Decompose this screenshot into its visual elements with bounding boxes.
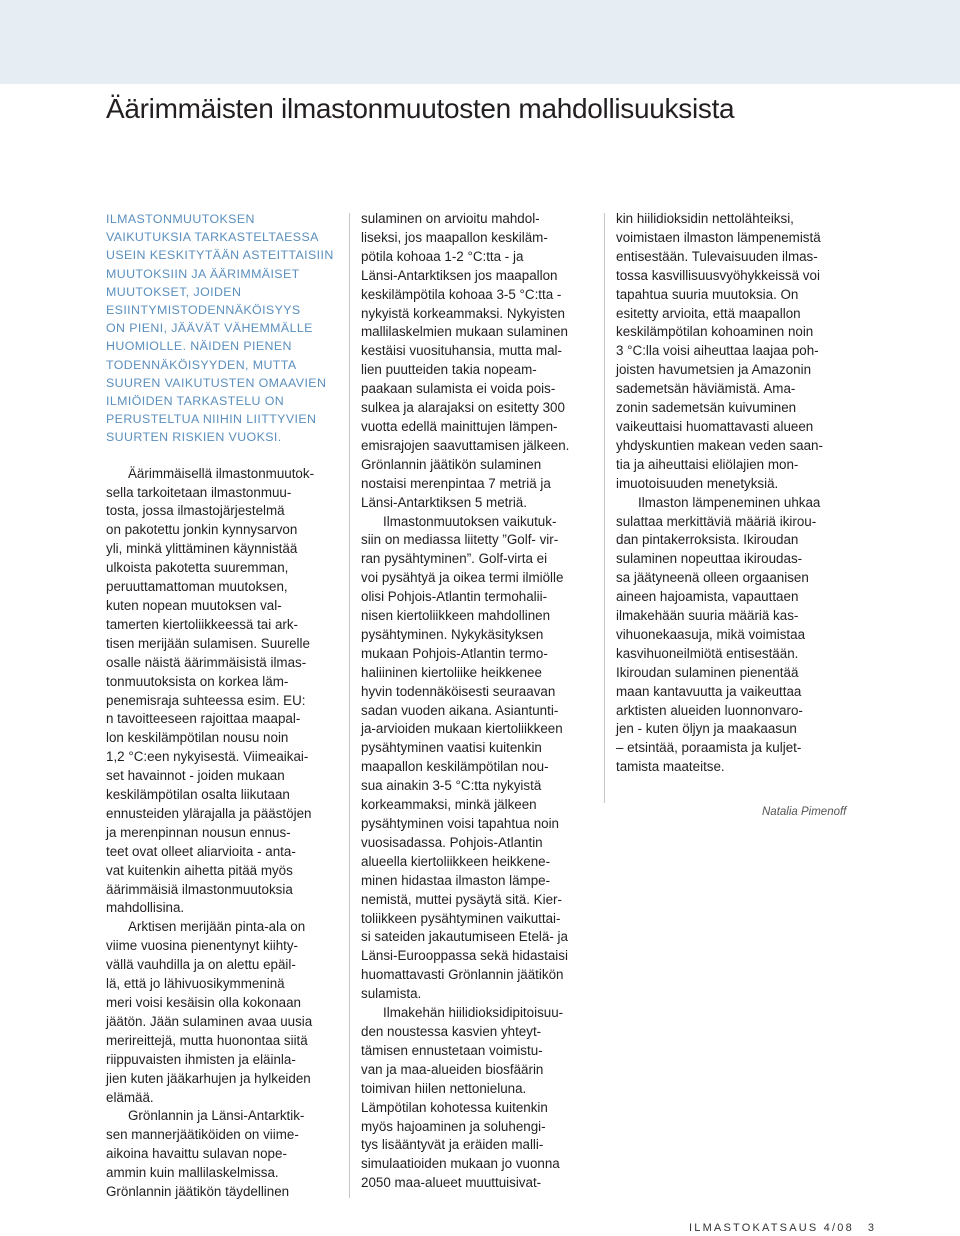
page-footer	[689, 1222, 874, 1234]
article-paragraph: Ilmaston lämpeneminen uhkaa sulattaa merkittäviä määriä ikirou- dan pintakerroksista. Ikiroudan sulaminen nopeuttaa ikiroudas- sa jäätyneenä olleen orgaanisen aineen hajoamista, vapauttaen ilmakehään suuria määriä kas- vihuonekaasuja, mikä voimistaa kasvihuoneilmiötä entisestään. Ikiroudan sulaminen pienentää maan kantavuutta ja vaikeuttaa arktisten alueiden luonnonvaro- jen - kuten öljyn ja maakaasun – etsintää, poraamista ja kuljet- tamista maateitse.	[616, 494, 821, 775]
article-lead: ILMASTONMUUTOKSEN VAIKUTUKSIA TARKASTELTAESSA USEIN KESKITYTÄÄN ASTEITTAISIIN MUUTOKSIIN JA ÄÄRIMMÄISET MUUTOKSET, JOIDEN ESIINTYMISTODENNÄKÖISYYS ON PIENI, JÄÄVÄT VÄHEMMÄLLE HUOMIOLLE. NÄIDEN PIENEN TODENNÄKÖISYYDEN, MUTTA SUUREN VAIKUTUSTEN OMAAVIEN ILMIÖIDEN TARKASTELU ON PERUSTELTUA NIIHIN LIITTYVIEN SUURTEN RISKIEN VUOKSI.	[106, 212, 334, 445]
article-paragraph: Ilmakehän hiilidioksidipitoisuu- den noustessa kasvien yhteyt- tämisen ennustetaan voimistu- van ja maa-alueiden biosfäärin toimivan hiilen nettonieluna. Lämpötilan kohotessa kuitenkin myös hajoaminen ja soluhengi- tys lisääntyvät ja eräiden malli- simulaatioiden mukaan jo vuonna 2050 maa-alueet muuttuisivat-	[361, 1005, 564, 1191]
page-title: Äärimmäisten ilmastonmuutosten mahdollisuuksista	[106, 93, 735, 124]
column-divider	[604, 213, 605, 803]
article-paragraph: Ilmastonmuutoksen vaikutuk- siin on mediassa liitetty ”Golf- vir- ran pysähtyminen”. Golf-virta ei voi pysähtyä ja oikea termi ilmiölle olisi Pohjois-Atlantin termohalii- nisen kiertoliikkeen mahdollinen pysähtyminen. Nykykäsityksen mukaan Pohjois-Atlantin termo- haliininen kiertoliike heikkenee hyvin todennäköisesti seuraavan sadan vuoden aikana. Asiantunti- ja-arvioiden mukaan kiertoliikkeen pysähtyminen vaatisi kuitenkin maapallon keskilämpötilan nou- sua ainakin 3-5 °C:tta nykyistä korkeammaksi, minkä jälkeen pysähtyminen voisi tapahtua noin vuosisadassa. Pohjois-Atlantin alueella kiertoliikkeen heikkene- minen hidastaa ilmaston lämpe- nemistä, muttei pysäytä sitä. Kier- toliikkeen pysähtyminen vaikuttai- si sateiden jakautumiseen Etelä- ja Länsi-Eurooppassa sekä hidastaisi huomattavasti Grönlannin jäätikön sulamista.	[361, 513, 568, 1002]
article-paragraph: Arktisen merijään pinta-ala on viime vuosina pienentynyt kiihty- vällä vauhdilla ja on alettu epäil- lä, että jo lähivuosikymmeninä meri voisi kesäisin olla kokonaan jäätön. Jään sulaminen avaa uusia merireittejä, mutta huonontaa siitä riippuvaisten ihmisten ja eläinla- jien kuten jääkarhujen ja hylkeiden elämää.	[106, 919, 313, 1105]
article-paragraph: sulaminen on arvioitu mahdol- liseksi, jos maapallon keskiläm- pötila kohoaa 1-2 °C:tta - ja Länsi-Antarktiksen jos maapallon keskilämpötila kohoaa 3-5 °C:tta - nykyistä korkeammaksi. Nykyisten mallilaskelmien mukaan sulaminen kestäisi vuosituhansia, mutta mal- lien puutteiden takia nopeam- paakaan sulamista ei voida pois- sulkea ja alarajaksi on esitetty 300 vuotta edellä mainittujen lämpen- emisrajojen saavuttamisen jälkeen. Grönlannin jäätikön sulaminen nostaisi merenpintaa 7 metriä ja Länsi-Antarktiksen 5 metriä.	[361, 211, 570, 510]
publication-name: ILMASTOKATSAUS 4/08	[689, 1222, 854, 1234]
page-number: 3	[867, 1222, 875, 1234]
author-signature: Natalia Pimenoff	[762, 806, 847, 818]
article-paragraph: Äärimmäisellä ilmastonmuutok- sella tarkoitetaan ilmastonmuu- tosta, jossa ilmastojärjestelmä on pakotettu jonkin kynnysarvon yli, minkä ylittäminen käynnistää ulkoista pakotetta suuremman, peruuttamattoman muutoksen, kuten nopean muutoksen val- tamerten kiertoliikkeessä tai ark- tisen merijään sulamisen. Suurelle osalle näistä äärimmäisistä ilmas- tonmuutoksista on korkea läm- penemisraja suhteessa esim. EU: n tavoitteeseen rajoittaa maapal- lon keskilämpötilan nousu noin 1,2 °C:een nykyisestä. Viimeaikai- set havainnot - joiden mukaan keskilämpötilan osalta liikutaan ennusteiden ylärajalla ja päästöjen ja merenpinnan nousun ennus- teet ovat olleet aliarvioita - anta- vat kuitenkin aihetta pitää myös äärimmäisiä ilmastonmuutoksia mahdollisina.	[106, 465, 315, 916]
article-paragraph: kin hiilidioksidin nettolähteiksi, voimistaen ilmaston lämpenemistä entisestään. Tulevaisuuden ilmas- tossa kasvillisuusvyöhykkeissä voi tapahtua suuria muutoksia. On esitetty arvioita, että maapallon keskilämpötilan kohoaminen noin 3 °C:lla voisi aiheuttaa laajaa poh- joisten havumetsien ja Amazonin sademetsän häviämistä. Ama- zonin sademetsän kuivuminen vaikeuttaisi huomattavasti alueen yhdyskuntien makean veden saan- tia ja aiheuttaisi eliölajien mon- imuotoisuuden menetyksiä.	[616, 211, 823, 491]
article-column-2	[361, 210, 593, 1193]
article-paragraph: Grönlannin ja Länsi-Antarktik- sen mannerjäätiköiden on viime- aikoina havaittu sulavan nope- ammin kuin mallilaskelmissa. Grönlannin jäätikön täydellinen	[106, 1108, 305, 1200]
article-column-3	[616, 210, 852, 777]
column-divider	[349, 213, 350, 1198]
article-column-1	[106, 210, 338, 1202]
top-band	[0, 0, 960, 84]
